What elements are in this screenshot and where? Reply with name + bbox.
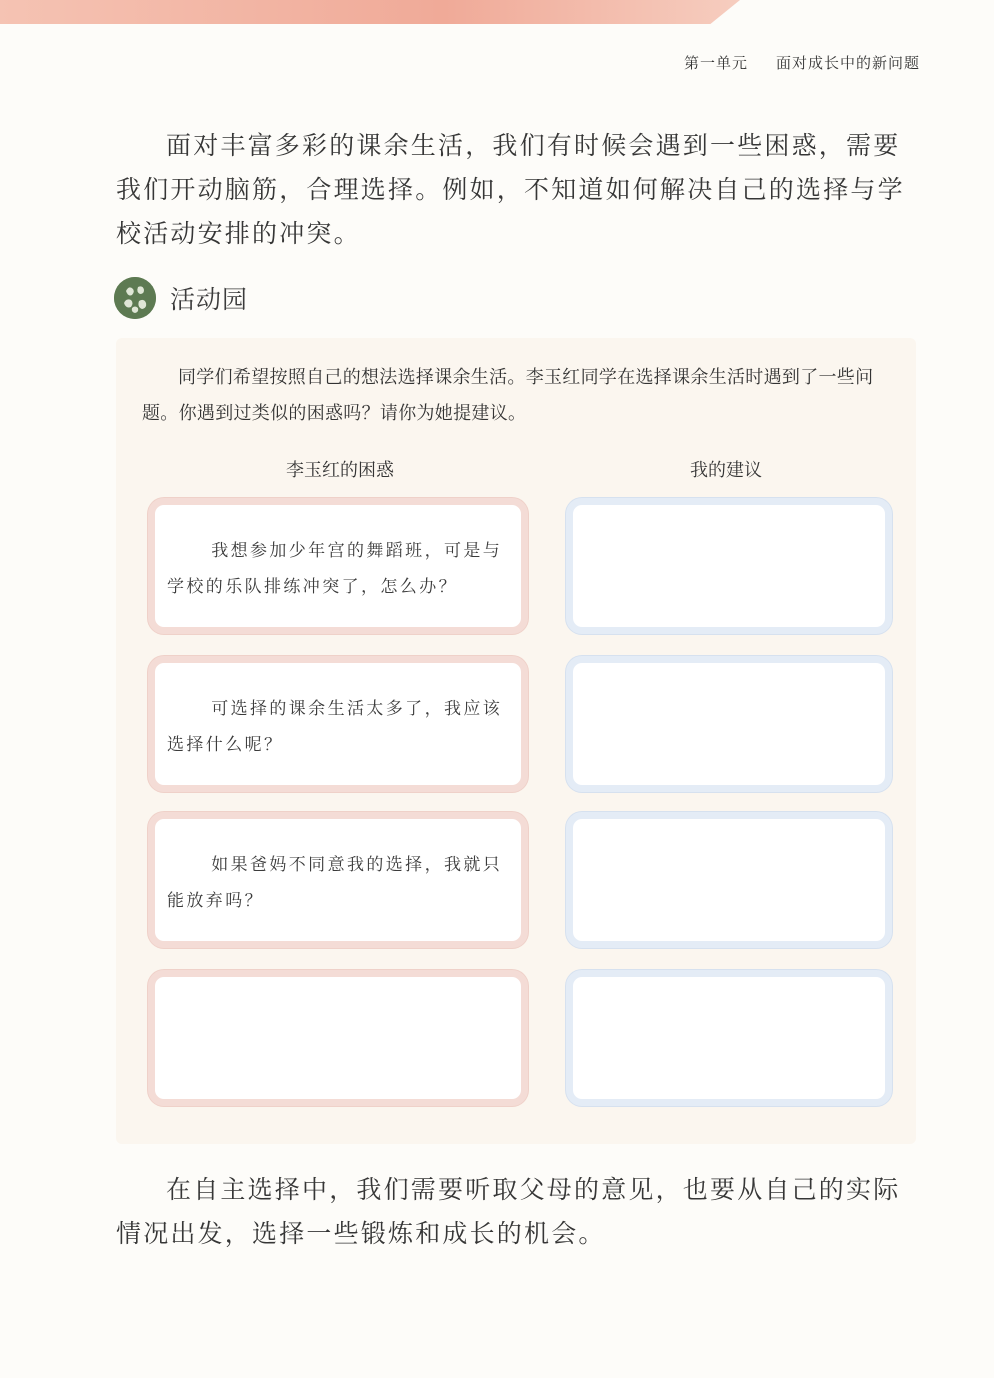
suggestion-box-1[interactable] bbox=[566, 498, 892, 634]
top-decorative-band bbox=[0, 0, 994, 24]
suggestion-column-header: 我的建议 bbox=[690, 460, 762, 481]
confusion-card-4[interactable] bbox=[148, 970, 528, 1106]
confusion-text-1: 我想参加少年宫的舞蹈班，可是与学校的乐队排练冲突了，怎么办？ bbox=[167, 541, 503, 597]
confusion-card-3 bbox=[148, 812, 528, 948]
chapter-label: 面对成长中的新问题 bbox=[775, 54, 920, 72]
suggestion-box-3[interactable] bbox=[566, 812, 892, 948]
suggestion-box-2[interactable] bbox=[566, 656, 892, 792]
closing-paragraph: 在自主选择中，我们需要听取父母的意见，也要从自己的实际情况出发，选择一些锻炼和成长的机会。 bbox=[116, 1175, 901, 1248]
hands-circle-icon bbox=[114, 277, 156, 319]
activity-panel bbox=[116, 338, 916, 1144]
activity-intro: 同学们希望按照自己的想法选择课余生活。李玉红同学在选择课余生活时遇到了一些问题。你遇到过类似的困惑吗？请你为她提建议。 bbox=[142, 367, 874, 424]
activity-title: 活动园 bbox=[170, 285, 249, 314]
intro-paragraph: 面对丰富多彩的课余生活，我们有时候会遇到一些困惑，需要我们开动脑筋，合理选择。例如，不知道如何解决自己的选择与学校活动安排的冲突。 bbox=[116, 131, 905, 248]
confusion-card-1 bbox=[148, 498, 528, 634]
confusion-card-2 bbox=[148, 656, 528, 792]
unit-label: 第一单元 bbox=[683, 54, 748, 72]
confusion-text-3: 如果爸妈不同意我的选择，我就只能放弃吗？ bbox=[167, 855, 503, 911]
running-header bbox=[560, 52, 920, 73]
confusion-text-2: 可选择的课余生活太多了，我应该选择什么呢？ bbox=[167, 699, 503, 755]
activity-section-heading bbox=[114, 276, 248, 320]
top-band-stripe bbox=[0, 0, 740, 24]
suggestion-box-4[interactable] bbox=[566, 970, 892, 1106]
confusion-column-header: 李玉红的困惑 bbox=[286, 460, 394, 481]
